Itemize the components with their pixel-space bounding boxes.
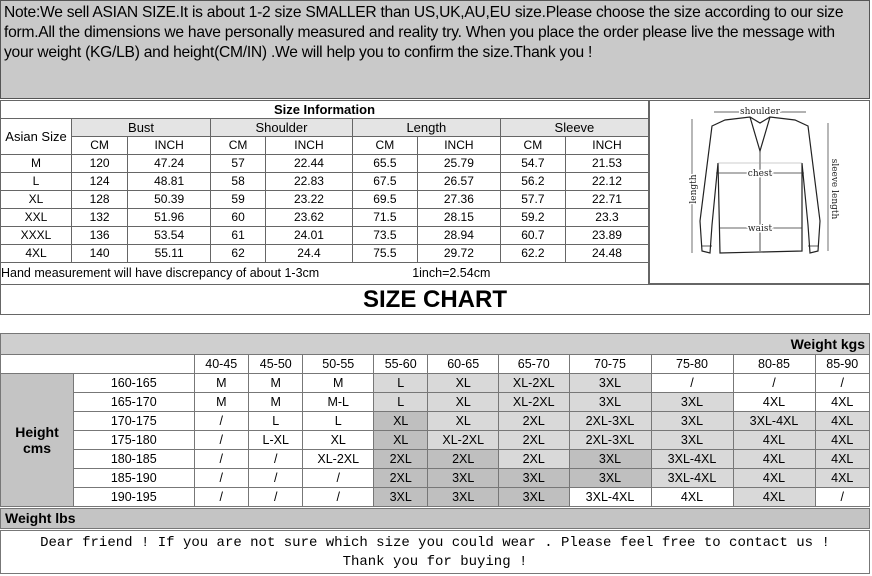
size-recommendation-cell: 2XL: [498, 412, 569, 431]
chest-label: chest: [747, 169, 773, 179]
size-value-cell: 24.01: [266, 227, 353, 245]
size-recommendation-cell: /: [303, 488, 374, 507]
size-value-cell: 58: [211, 173, 266, 191]
size-value-cell: 132: [72, 209, 128, 227]
size-value-cell: 62.2: [500, 245, 565, 263]
size-value-cell: 75.5: [352, 245, 417, 263]
weight-range-header: 60-65: [428, 355, 499, 374]
size-value-cell: 62: [211, 245, 266, 263]
unit-inch: INCH: [266, 137, 353, 155]
size-recommendation-cell: 3XL: [428, 488, 499, 507]
height-row: [1, 393, 870, 412]
size-label-cell: L: [1, 173, 72, 191]
size-information-table: [0, 100, 649, 285]
size-recommendation-cell: 4XL: [815, 450, 870, 469]
length-label: length: [689, 174, 699, 204]
shirt-icon: [650, 101, 869, 283]
size-value-cell: 26.57: [417, 173, 500, 191]
weight-range-header: 55-60: [374, 355, 428, 374]
sleeve-length-label: sleeve length: [829, 158, 839, 220]
size-recommendation-cell: 3XL: [569, 374, 651, 393]
size-recommendation-cell: XL-2XL: [498, 393, 569, 412]
size-recommendation-cell: 3XL: [651, 412, 733, 431]
size-recommendation-cell: XL-2XL: [303, 450, 374, 469]
size-value-cell: 59.2: [500, 209, 565, 227]
height-row: [1, 469, 870, 488]
size-recommendation-cell: L: [374, 393, 428, 412]
size-value-cell: 23.22: [266, 191, 353, 209]
size-recommendation-cell: 4XL: [815, 431, 870, 450]
size-value-cell: 28.15: [417, 209, 500, 227]
size-recommendation-cell: M-L: [303, 393, 374, 412]
weight-range-header: 70-75: [569, 355, 651, 374]
size-recommendation-cell: XL: [428, 412, 499, 431]
size-value-cell: 59: [211, 191, 266, 209]
size-value-cell: 22.12: [565, 173, 648, 191]
size-value-cell: 120: [72, 155, 128, 173]
sleeve-header: Sleeve: [500, 119, 648, 137]
size-value-cell: 22.71: [565, 191, 648, 209]
size-chart-title: SIZE CHART: [0, 284, 870, 315]
size-recommendation-cell: 4XL: [815, 412, 870, 431]
size-value-cell: 65.5: [352, 155, 417, 173]
size-recommendation-cell: 4XL: [733, 469, 815, 488]
size-recommendation-cell: /: [733, 374, 815, 393]
size-recommendation-cell: /: [194, 450, 248, 469]
footer-line-1: Dear friend ! If you are not sure which size you could wear . Please feel free to contact us !: [40, 535, 830, 551]
weight-range-header: 75-80: [651, 355, 733, 374]
size-recommendation-cell: M: [194, 393, 248, 412]
size-recommendation-cell: /: [303, 469, 374, 488]
size-note: Note:We sell ASIAN SIZE.It is about 1-2 size SMALLER than US,UK,AU,EU size.Please choose the size according to our size form.All the dimensions we have personally measured and reality try. When you place the order please live the message with your weight (KG/LB) and height(CM/IN) .We will help you to confirm the size.Thank you !: [0, 0, 870, 99]
length-header: Length: [352, 119, 500, 137]
size-recommendation-cell: 3XL-4XL: [569, 488, 651, 507]
size-value-cell: 124: [72, 173, 128, 191]
size-recommendation-cell: /: [194, 412, 248, 431]
size-recommendation-cell: M: [194, 374, 248, 393]
size-recommendation-cell: /: [194, 431, 248, 450]
size-recommendation-cell: XL: [303, 431, 374, 450]
size-row: [1, 155, 649, 173]
weight-lbs-label: Weight lbs: [0, 508, 870, 529]
size-row: [1, 209, 649, 227]
size-recommendation-cell: 4XL: [815, 393, 870, 412]
size-recommendation-cell: 3XL: [428, 469, 499, 488]
weight-range-header: 85-90: [815, 355, 870, 374]
size-value-cell: 23.89: [565, 227, 648, 245]
size-recommendation-cell: L: [249, 412, 303, 431]
height-cms-label: [1, 374, 74, 507]
size-recommendation-cell: 3XL-4XL: [733, 412, 815, 431]
height-row: [1, 431, 870, 450]
size-recommendation-cell: 3XL: [498, 469, 569, 488]
unit-cm: CM: [211, 137, 266, 155]
weight-range-header: 45-50: [249, 355, 303, 374]
size-recommendation-cell: 3XL: [569, 393, 651, 412]
size-value-cell: 140: [72, 245, 128, 263]
height-range-cell: 160-165: [74, 374, 195, 393]
size-value-cell: 51.96: [128, 209, 211, 227]
size-recommendation-cell: 3XL: [569, 450, 651, 469]
size-recommendation-cell: XL: [374, 412, 428, 431]
height-row: [1, 412, 870, 431]
cms-label: cms: [22, 440, 52, 456]
height-range-cell: 170-175: [74, 412, 195, 431]
asian-size-header: Asian Size: [1, 119, 72, 155]
size-row: [1, 191, 649, 209]
size-value-cell: 136: [72, 227, 128, 245]
size-recommendation-cell: XL: [374, 431, 428, 450]
size-recommendation-cell: 2XL: [374, 469, 428, 488]
height-row: [1, 450, 870, 469]
size-value-cell: 60.7: [500, 227, 565, 245]
size-recommendation-cell: 3XL: [651, 431, 733, 450]
weight-range-header: 40-45: [194, 355, 248, 374]
size-recommendation-cell: XL-2XL: [428, 431, 499, 450]
inch-conversion-note: 1inch=2.54cm: [412, 266, 491, 280]
size-value-cell: 73.5: [352, 227, 417, 245]
size-recommendation-cell: 2XL: [498, 450, 569, 469]
size-row: [1, 227, 649, 245]
unit-cm: CM: [352, 137, 417, 155]
size-recommendation-cell: /: [194, 488, 248, 507]
footer-message: [0, 530, 870, 574]
size-label-cell: XXXL: [1, 227, 72, 245]
size-recommendation-cell: /: [249, 450, 303, 469]
size-table-title: Size Information: [1, 101, 649, 119]
waist-label: waist: [747, 224, 773, 234]
size-recommendation-cell: /: [815, 488, 870, 507]
size-recommendation-cell: 3XL: [374, 488, 428, 507]
size-value-cell: 57: [211, 155, 266, 173]
height-range-cell: 180-185: [74, 450, 195, 469]
size-recommendation-cell: L: [374, 374, 428, 393]
measurement-note-row: [1, 263, 649, 285]
size-recommendation-cell: M: [249, 393, 303, 412]
shirt-measurement-diagram: [649, 100, 870, 284]
size-value-cell: 47.24: [128, 155, 211, 173]
size-recommendation-cell: 3XL-4XL: [651, 469, 733, 488]
size-value-cell: 55.11: [128, 245, 211, 263]
size-recommendation-cell: 2XL: [374, 450, 428, 469]
size-recommendation-cell: /: [815, 374, 870, 393]
size-value-cell: 24.4: [266, 245, 353, 263]
size-recommendation-cell: XL-2XL: [498, 374, 569, 393]
height-range-cell: 185-190: [74, 469, 195, 488]
size-recommendation-cell: /: [651, 374, 733, 393]
unit-cm: CM: [72, 137, 128, 155]
unit-inch: INCH: [417, 137, 500, 155]
size-recommendation-cell: 2XL-3XL: [569, 431, 651, 450]
size-recommendation-cell: L-XL: [249, 431, 303, 450]
shoulder-header: Shoulder: [211, 119, 353, 137]
size-label-cell: XL: [1, 191, 72, 209]
size-recommendation-cell: 2XL-3XL: [569, 412, 651, 431]
size-recommendation-cell: M: [303, 374, 374, 393]
size-value-cell: 24.48: [565, 245, 648, 263]
bust-header: Bust: [72, 119, 211, 137]
weight-range-header: 80-85: [733, 355, 815, 374]
height-range-cell: 175-180: [74, 431, 195, 450]
size-recommendation-cell: 4XL: [733, 431, 815, 450]
size-label-cell: XXL: [1, 209, 72, 227]
weight-range-header: 50-55: [303, 355, 374, 374]
size-value-cell: 71.5: [352, 209, 417, 227]
size-value-cell: 69.5: [352, 191, 417, 209]
size-value-cell: 29.72: [417, 245, 500, 263]
footer-line-2: Thank you for buying !: [342, 554, 528, 570]
size-value-cell: 61: [211, 227, 266, 245]
size-value-cell: 57.7: [500, 191, 565, 209]
size-recommendation-cell: /: [249, 469, 303, 488]
size-value-cell: 22.44: [266, 155, 353, 173]
size-recommendation-cell: /: [194, 469, 248, 488]
size-label-cell: 4XL: [1, 245, 72, 263]
size-recommendation-cell: L: [303, 412, 374, 431]
corner-cell: [1, 355, 195, 374]
size-recommendation-cell: 4XL: [815, 469, 870, 488]
size-value-cell: 25.79: [417, 155, 500, 173]
size-value-cell: 56.2: [500, 173, 565, 191]
unit-inch: INCH: [128, 137, 211, 155]
height-range-cell: 190-195: [74, 488, 195, 507]
height-range-cell: 165-170: [74, 393, 195, 412]
unit-cm: CM: [500, 137, 565, 155]
size-recommendation-cell: 2XL: [428, 450, 499, 469]
height-weight-table: [0, 333, 870, 507]
height-label: Height: [15, 424, 59, 440]
size-recommendation-cell: 4XL: [733, 488, 815, 507]
size-recommendation-cell: /: [249, 488, 303, 507]
size-recommendation-cell: XL: [428, 393, 499, 412]
size-recommendation-cell: 2XL: [498, 431, 569, 450]
size-recommendation-cell: XL: [428, 374, 499, 393]
size-label-cell: M: [1, 155, 72, 173]
size-value-cell: 50.39: [128, 191, 211, 209]
size-value-cell: 22.83: [266, 173, 353, 191]
size-value-cell: 128: [72, 191, 128, 209]
weight-kgs-header: Weight kgs: [1, 334, 870, 355]
size-row: [1, 173, 649, 191]
size-row: [1, 245, 649, 263]
size-value-cell: 48.81: [128, 173, 211, 191]
size-recommendation-cell: 3XL: [569, 469, 651, 488]
size-value-cell: 54.7: [500, 155, 565, 173]
size-recommendation-cell: 3XL: [498, 488, 569, 507]
discrepancy-note: Hand measurement will have discrepancy of about 1-3cm: [1, 266, 320, 280]
size-recommendation-cell: 4XL: [733, 393, 815, 412]
height-row: [1, 374, 870, 393]
size-recommendation-cell: 3XL-4XL: [651, 450, 733, 469]
size-value-cell: 60: [211, 209, 266, 227]
unit-inch: INCH: [565, 137, 648, 155]
size-recommendation-cell: 4XL: [651, 488, 733, 507]
size-value-cell: 27.36: [417, 191, 500, 209]
size-value-cell: 23.62: [266, 209, 353, 227]
size-value-cell: 23.3: [565, 209, 648, 227]
size-value-cell: 67.5: [352, 173, 417, 191]
height-row: [1, 488, 870, 507]
weight-range-header: 65-70: [498, 355, 569, 374]
size-value-cell: 53.54: [128, 227, 211, 245]
size-value-cell: 21.53: [565, 155, 648, 173]
size-value-cell: 28.94: [417, 227, 500, 245]
size-recommendation-cell: M: [249, 374, 303, 393]
shoulder-label: shoulder: [740, 107, 780, 117]
size-recommendation-cell: 3XL: [651, 393, 733, 412]
size-recommendation-cell: 4XL: [733, 450, 815, 469]
